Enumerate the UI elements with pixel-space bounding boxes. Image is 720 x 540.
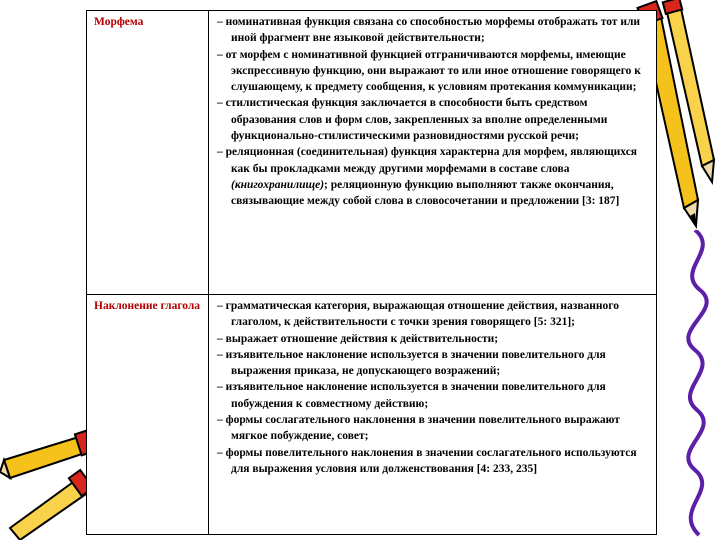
pencils-bottom-left-decoration — [0, 420, 95, 540]
item-text: – реляционная (соединительная) функция характерна для морфем, являющихся как бы прокладками между другими морфемами в составе слова — [217, 146, 638, 175]
term-cell: Наклонение глагола — [94, 300, 201, 312]
description-cell — [217, 298, 649, 477]
list-item: – формы сослагательного наклонения в значении повелительного выражают мягкое побуждение, совет; — [217, 414, 620, 443]
list-item: – стилистическая функция заключается в способности быть средством образования слов и форм слов, закрепленных за вполне определенными функционально-стилистическими разновидностями русской речи; — [217, 97, 608, 143]
list-item: – номинативная функция связана со способностью морфемы отображать тот или иной фрагмент вне языковой действительности; — [217, 16, 641, 45]
pencil-icon — [10, 470, 93, 540]
list-item: – изъявительное наклонение используется в значении повелительного для побуждения к совместному действию; — [217, 381, 606, 410]
squiggle-decoration — [655, 230, 720, 540]
list-item: – изъявительное наклонение используется в значении повелительного для выражения приказа, не допускающего возражений; — [217, 348, 606, 378]
term-cell: Морфема — [94, 16, 144, 28]
list-item: – грамматическая категория, выражающая отношение действия, названного глаголом, к действительности с точки зрения говорящего [5: 321]; — [217, 300, 619, 329]
table-row — [87, 11, 656, 295]
list-item: – формы повелительного наклонения в значении сослагательного используются для выражения условия или долженствования [4: 233, 235] — [217, 446, 637, 475]
table-row — [87, 295, 656, 534]
list-item: – выражает отношение действия к действительности; — [217, 332, 499, 345]
list-item: – от морфем с номинативной функцией отграничиваются морфемы, имеющие экспрессивную функцию, они выражают то или иное отношение говорящего к слушающему, к предмету сообщения, к условиям протекания коммуникации; — [217, 48, 641, 94]
item-text: ; реляционную функцию выполняют также окончания, связывающие между собой слова в словосочетании и предложении [3: 187] — [231, 178, 620, 208]
list-item — [217, 144, 649, 209]
example-word: (книгохранилище) — [231, 178, 325, 191]
description-cell — [217, 14, 649, 210]
definitions-table — [86, 10, 657, 535]
